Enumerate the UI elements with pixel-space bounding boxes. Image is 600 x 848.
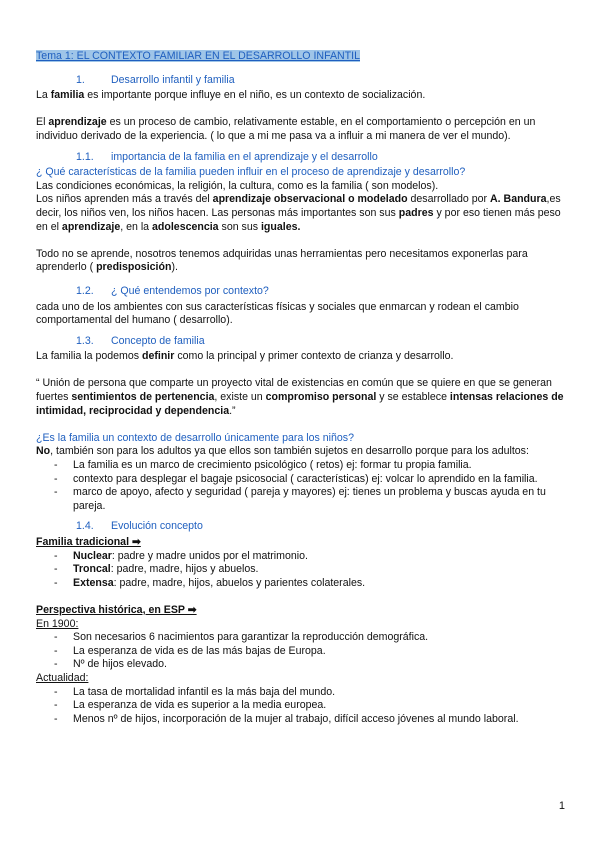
paragraph-condiciones: Las condiciones económicas, la religión, la cultura, como es la familia ( son modelos). [36, 179, 439, 192]
section-number: 1. [76, 73, 85, 86]
list-item: - contexto para desplegar el bagaje psicosocial ( características) ej: volcar lo aprendido en la familia. [54, 473, 566, 487]
section-title: Evolución concepto [111, 520, 203, 533]
year-1900-list [36, 631, 566, 672]
section-number: 1.4. [76, 520, 94, 533]
list-item: - La familia es un marco de crecimiento psicológico ( retos) ej: formar tu propia familia. [54, 459, 566, 473]
section-1-3-heading [36, 335, 566, 349]
section-number: 1.2. [76, 284, 94, 297]
document-page [36, 48, 566, 726]
paragraph-aprendizaje-observacional: Los niños aprenden más a través del aprendizaje observacional o modelado desarrollado por A. Bandura,es decir, los niños ven, los niños hacen. Las personas más importantes son sus padres y por eso tienen más peso en el aprendizaje, en la adolescencia son sus iguales. [36, 193, 561, 233]
document-title-line [36, 50, 566, 64]
perspectiva-historica-label: Perspectiva histórica, en ESP ➡ [36, 603, 197, 616]
actualidad-label: Actualidad: [36, 671, 89, 684]
paragraph-aprendizaje: El aprendizaje es un proceso de cambio, relativamente estable, en el comportamiento o percepción en un individuo derivado de la experiencia. ( lo que a mi me pasa va a influir a mi manera de ver el mundo). [36, 116, 536, 142]
section-number: 1.1. [76, 150, 94, 163]
section-1-heading [36, 74, 566, 88]
list-item: - Menos nº de hijos, incorporación de la mujer al trabajo, difícil acceso jóvenes al mundo laboral. [54, 713, 566, 727]
year-1900-label: En 1900: [36, 617, 79, 630]
quote-definicion-familia: “ Unión de persona que comparte un proyecto vital de existencias en común que se quiere en que se generan fuertes sentimientos de pertenencia, existe un compromiso personal y se establece intensas relaciones de intimidad, reciprocidad y dependencia.” [36, 377, 564, 417]
section-title: importancia de la familia en el aprendizaje y el desarrollo [111, 150, 378, 163]
list-item: - La tasa de mortalidad infantil es la más baja del mundo. [54, 686, 566, 700]
list-item: - La esperanza de vida es de las más bajas de Europa. [54, 645, 566, 659]
familia-tradicional-label: Familia tradicional ➡ [36, 536, 141, 548]
list-item: - Son necesarios 6 nacimientos para garantizar la reproducción demográfica. [54, 631, 566, 645]
document-title: Tema 1: EL CONTEXTO FAMILIAR EN EL DESARROLLO INFANTIL [36, 50, 360, 62]
page-number: 1 [558, 800, 565, 812]
section-title: ¿ Qué entendemos por contexto? [111, 284, 269, 297]
question-contexto-ninos: ¿Es la familia un contexto de desarrollo únicamente para los niños? [36, 431, 354, 444]
familia-tradicional-list [36, 550, 566, 591]
question-caracteristicas: ¿ Qué características de la familia pueden influir en el proceso de aprendizaje y desarrollo? [36, 166, 466, 179]
section-1-1-heading [36, 151, 566, 165]
list-item: - marco de apoyo, afecto y seguridad ( pareja y mayores) ej: tienes un problema y buscas ayuda en tu pareja. [54, 486, 566, 513]
section-1-2-heading [36, 285, 566, 299]
answer-adultos: No, también son para los adultos ya que ellos son también sujetos en desarrollo porque para los adultos: [36, 445, 529, 458]
section-title: Concepto de familia [111, 334, 205, 347]
paragraph-contexto: cada uno de los ambientes con sus características físicas y sociales que enmarcan y rodean el cambio comportamental del humano ( desarrollo). [36, 300, 519, 327]
section-title: Desarrollo infantil y familia [111, 73, 235, 86]
paragraph-definir: La familia la podemos definir como la principal y primer contexto de crianza y desarrollo. [36, 350, 454, 363]
adultos-list [36, 459, 566, 513]
list-item: - La esperanza de vida es superior a la media europea. [54, 699, 566, 713]
list-item: - Troncal: padre, madre, hijos y abuelos. [54, 563, 566, 577]
list-item: - Nuclear: padre y madre unidos por el matrimonio. [54, 550, 566, 564]
section-1-4-heading [36, 520, 566, 534]
paragraph-familia: La familia es importante porque influye en el niño, es un contexto de socialización. [36, 89, 426, 102]
section-number: 1.3. [76, 334, 94, 347]
list-item: - Extensa: padre, madre, hijos, abuelos y parientes colaterales. [54, 577, 566, 591]
paragraph-predisposicion: Todo no se aprende, nosotros tenemos adquiridas unas herramientas pero necesitamos exponerlas para aprenderlo ( predisposición). [36, 247, 528, 274]
actualidad-list [36, 686, 566, 727]
list-item: - Nº de hijos elevado. [54, 658, 566, 672]
